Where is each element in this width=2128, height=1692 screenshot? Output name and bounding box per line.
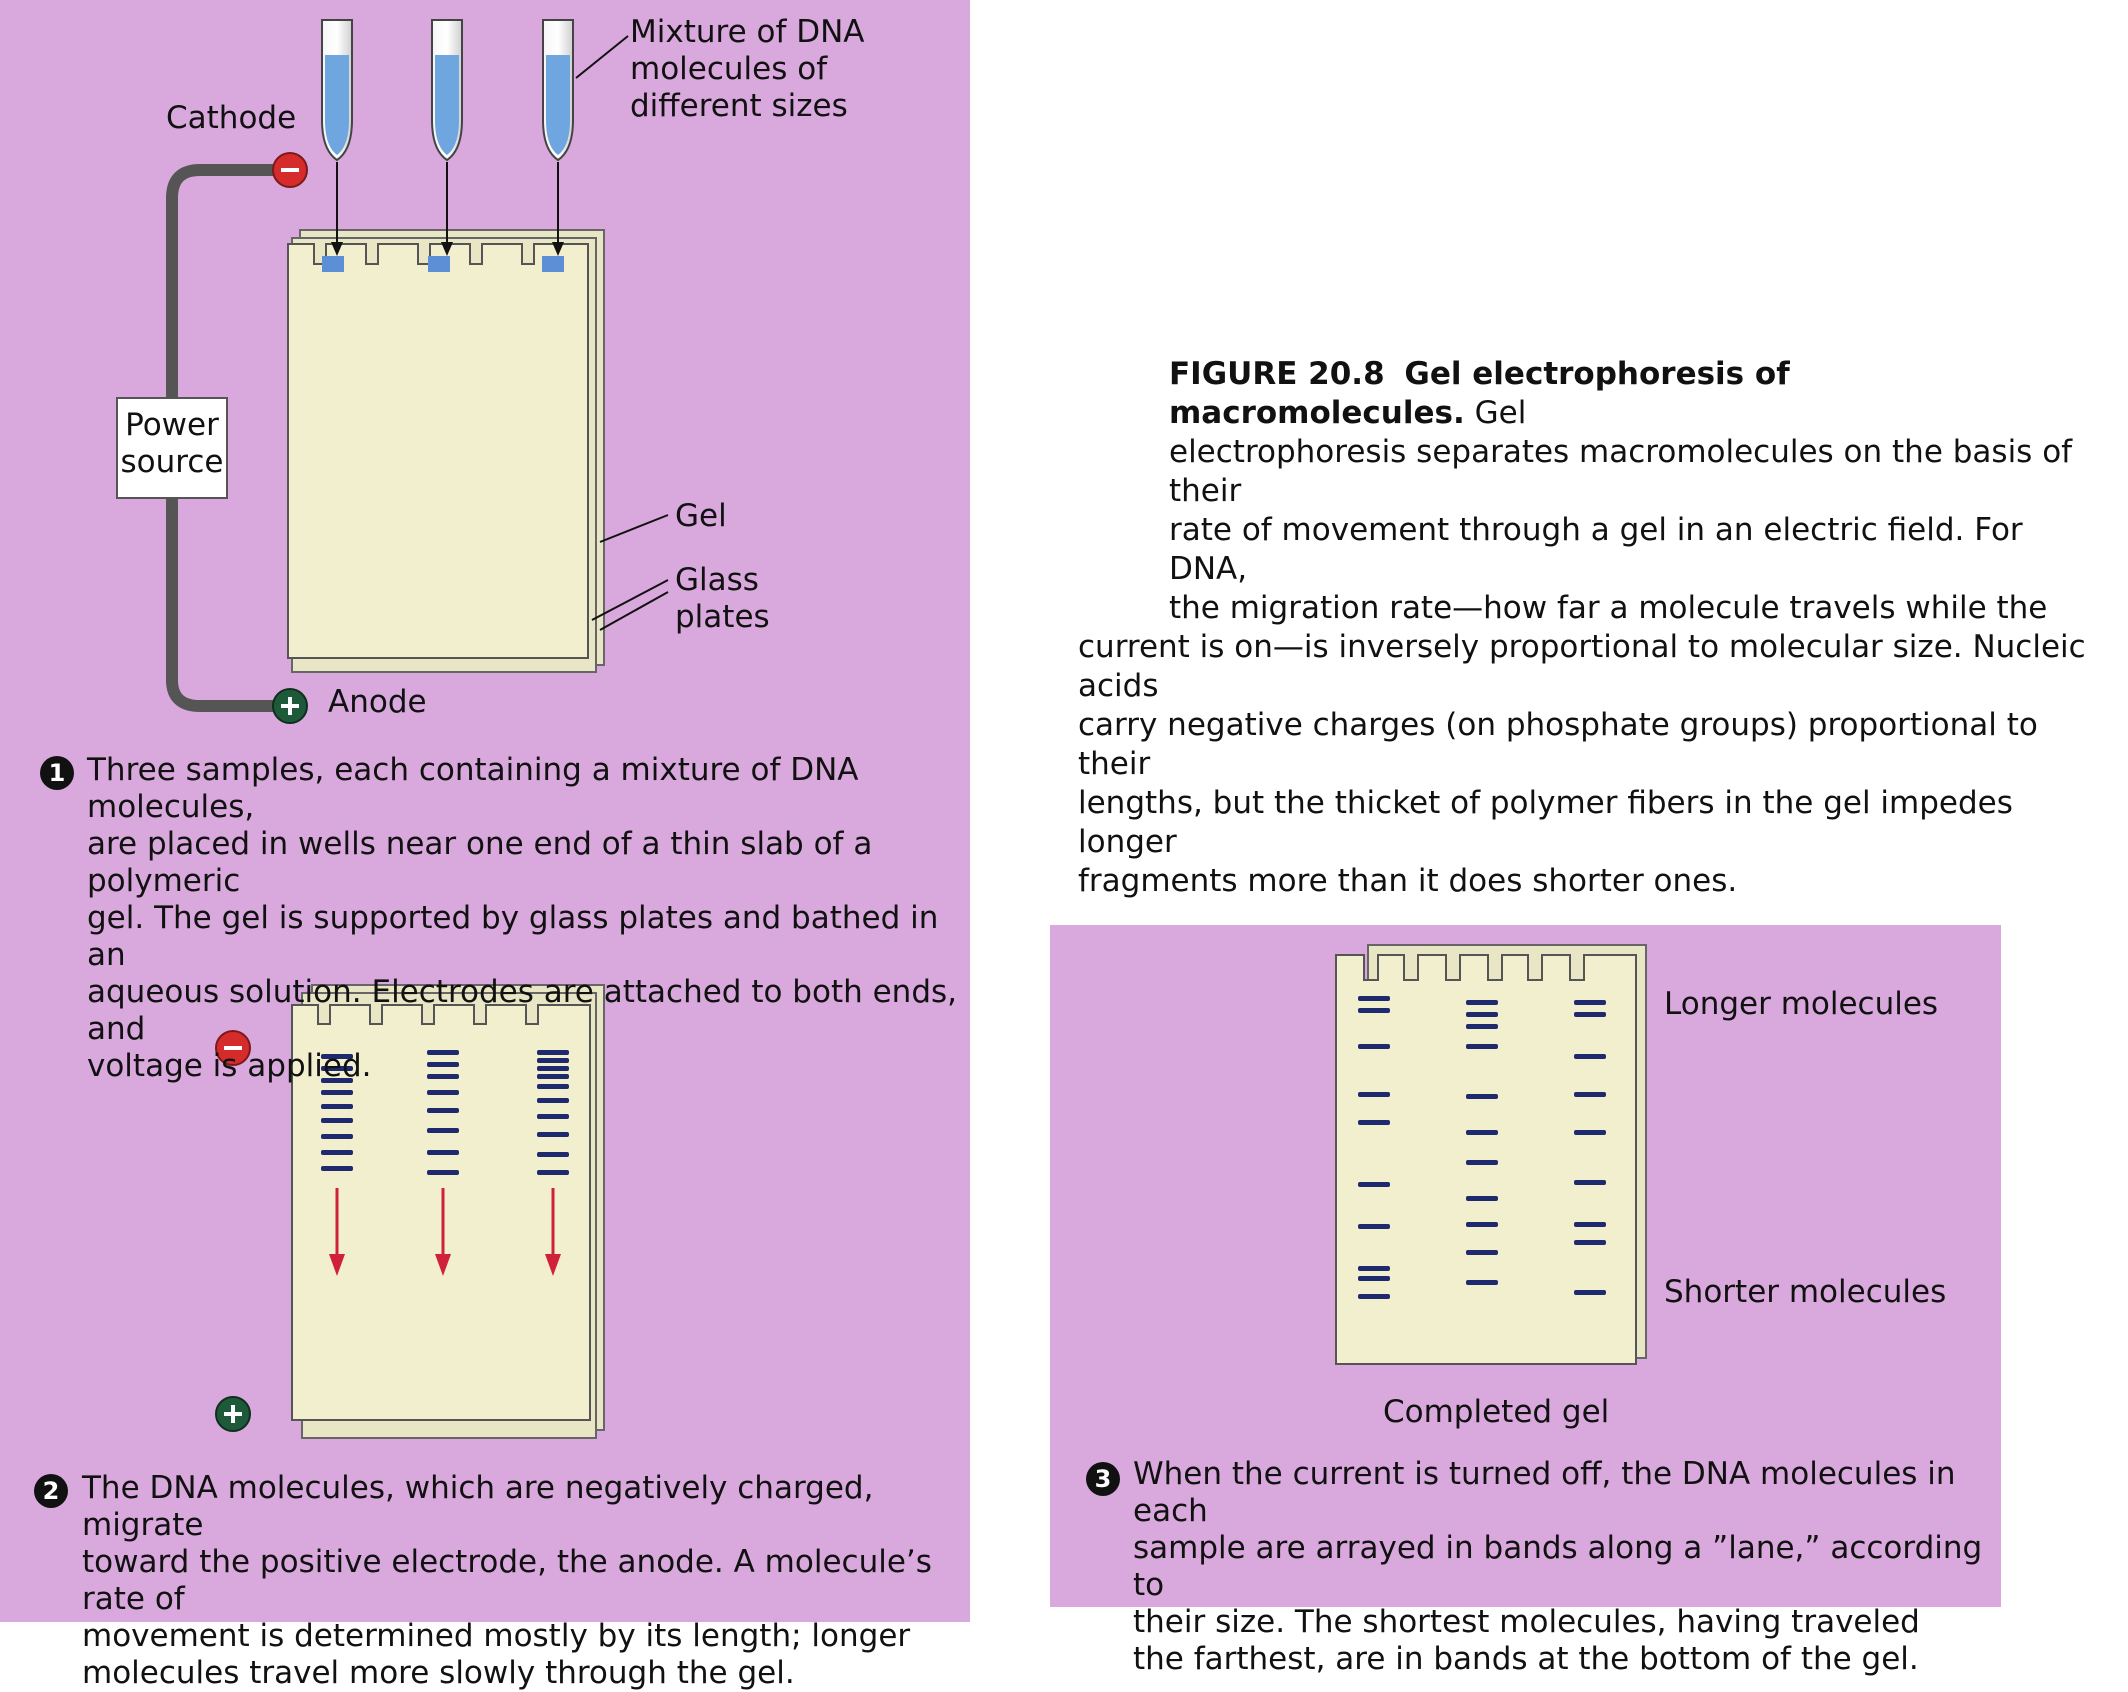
figure-label: FIGURE 20.8 — [1169, 356, 1385, 392]
dna-band — [1358, 1044, 1390, 1049]
sample-tube-3 — [543, 20, 573, 256]
gel-apparatus-1 — [288, 230, 604, 672]
dna-band — [1574, 1092, 1606, 1097]
dna-band — [1358, 1120, 1390, 1125]
step-3-line: sample are arrayed in bands along a ”lane,” according to — [1133, 1530, 1983, 1603]
dna-band — [1466, 1250, 1498, 1255]
step-number-1: 1 — [40, 756, 74, 790]
step-2-line: The DNA molecules, which are negatively charged, migrate — [82, 1470, 874, 1543]
figure-line: fragments more than it does shorter ones. — [1078, 863, 1738, 899]
dna-band — [1466, 1000, 1498, 1005]
mixture-label-line2: molecules of — [630, 51, 828, 87]
dna-band — [1574, 1054, 1606, 1059]
dna-band — [321, 1150, 353, 1155]
dna-band — [1574, 1012, 1606, 1017]
anode-terminal-1 — [273, 689, 307, 723]
step-3-line: the farthest, are in bands at the bottom of the gel. — [1133, 1641, 1919, 1677]
dna-band — [537, 1098, 569, 1103]
dna-band — [1358, 1092, 1390, 1097]
dna-band — [1574, 1240, 1606, 1245]
figure-title: Gel electrophoresis of macromolecules. — [1169, 356, 1790, 431]
figure-line: lengths, but the thicket of polymer fibers in the gel impedes longer — [1078, 785, 2013, 860]
dna-band — [1574, 1290, 1606, 1295]
step-number-3: 3 — [1086, 1462, 1120, 1496]
dna-band — [427, 1108, 459, 1113]
figure-line: electrophoresis separates macromolecules on the basis of their — [1169, 434, 2073, 509]
step-1-line: gel. The gel is supported by glass plates and bathed in an — [87, 900, 939, 973]
dna-band — [1358, 1182, 1390, 1187]
dna-band — [1574, 1130, 1606, 1135]
dna-band — [537, 1152, 569, 1157]
step-1-caption — [87, 752, 967, 1085]
gel-leader — [600, 515, 668, 542]
mixture-label-line3: different sizes — [630, 88, 848, 124]
dna-band — [1466, 1094, 1498, 1099]
power-source-line1: Power — [125, 407, 219, 443]
step-1-line: are placed in wells near one end of a thin slab of a polymeric — [87, 826, 873, 899]
completed-gel-label: Completed gel — [1383, 1394, 1610, 1430]
dna-band — [1574, 1180, 1606, 1185]
figure-line: Gel — [1474, 395, 1527, 431]
dna-band — [1466, 1130, 1498, 1135]
gel-apparatus-3 — [1336, 945, 1646, 1364]
dna-band — [1358, 996, 1390, 1001]
dna-band — [1574, 1222, 1606, 1227]
power-source-line2: source — [120, 444, 224, 480]
dna-band — [1466, 1012, 1498, 1017]
step-3-line: When the current is turned off, the DNA molecules in each — [1133, 1456, 1956, 1529]
step-2-line: movement is determined mostly by its length; longer — [82, 1618, 911, 1654]
dna-band — [1358, 1224, 1390, 1229]
dna-band — [321, 1134, 353, 1139]
sample-tube-2 — [432, 20, 462, 256]
dna-band — [321, 1166, 353, 1171]
dna-band — [1358, 1294, 1390, 1299]
shorter-molecules-label: Shorter molecules — [1664, 1274, 1947, 1310]
dna-band — [1466, 1222, 1498, 1227]
dna-band — [1466, 1280, 1498, 1285]
figure-line: rate of movement through a gel in an electric field. For DNA, — [1169, 512, 2023, 587]
glass-plates-line2: plates — [675, 599, 770, 635]
dna-band — [1574, 1000, 1606, 1005]
sample-tube-1 — [322, 20, 352, 256]
step-2-line: molecules travel more slowly through the gel. — [82, 1655, 795, 1691]
dna-band — [1466, 1044, 1498, 1049]
dna-band — [1358, 1008, 1390, 1013]
dna-band — [1466, 1196, 1498, 1201]
mixture-leader — [576, 36, 628, 78]
dna-band — [427, 1170, 459, 1175]
gel-slab — [288, 244, 588, 658]
cathode-terminal-1 — [273, 153, 307, 187]
dna-band — [427, 1090, 459, 1095]
dna-band — [537, 1132, 569, 1137]
dna-band — [1466, 1160, 1498, 1165]
anode-terminal-2 — [216, 1397, 250, 1431]
step-2-line: toward the positive electrode, the anode. A molecule’s rate of — [82, 1544, 932, 1617]
power-source-box — [116, 397, 228, 499]
dna-band — [1466, 1024, 1498, 1029]
dna-band — [427, 1128, 459, 1133]
dna-band — [321, 1104, 353, 1109]
step-2-caption — [82, 1470, 962, 1692]
figure-line: carry negative charges (on phosphate groups) proportional to their — [1078, 707, 2038, 782]
dna-band — [321, 1118, 353, 1123]
figure-line: current is on—is inversely proportional to molecular size. Nucleic acids — [1078, 629, 2086, 704]
gel-label: Gel — [675, 498, 727, 534]
longer-molecules-label: Longer molecules — [1664, 986, 1939, 1022]
figure-caption — [1078, 355, 2088, 901]
dna-band — [537, 1114, 569, 1119]
dna-band — [321, 1090, 353, 1095]
step-1-line: voltage is applied. — [87, 1048, 372, 1084]
dna-band — [537, 1170, 569, 1175]
step-3-line: their size. The shortest molecules, having traveled — [1133, 1604, 1920, 1640]
dna-band — [427, 1150, 459, 1155]
anode-label: Anode — [328, 684, 427, 720]
step-1-line: Three samples, each containing a mixture of DNA molecules, — [87, 752, 859, 825]
step-number-2: 2 — [34, 1474, 68, 1508]
dna-band — [1358, 1276, 1390, 1281]
step-1-line: aqueous solution. Electrodes are attached to both ends, and — [87, 974, 957, 1047]
glass-plates-line1: Glass — [675, 562, 759, 598]
step-3-caption — [1133, 1456, 1993, 1678]
figure-line: the migration rate—how far a molecule travels while the — [1169, 590, 2048, 626]
dna-band — [1358, 1266, 1390, 1271]
mixture-label-line1: Mixture of DNA — [630, 14, 865, 50]
cathode-label: Cathode — [166, 100, 297, 136]
